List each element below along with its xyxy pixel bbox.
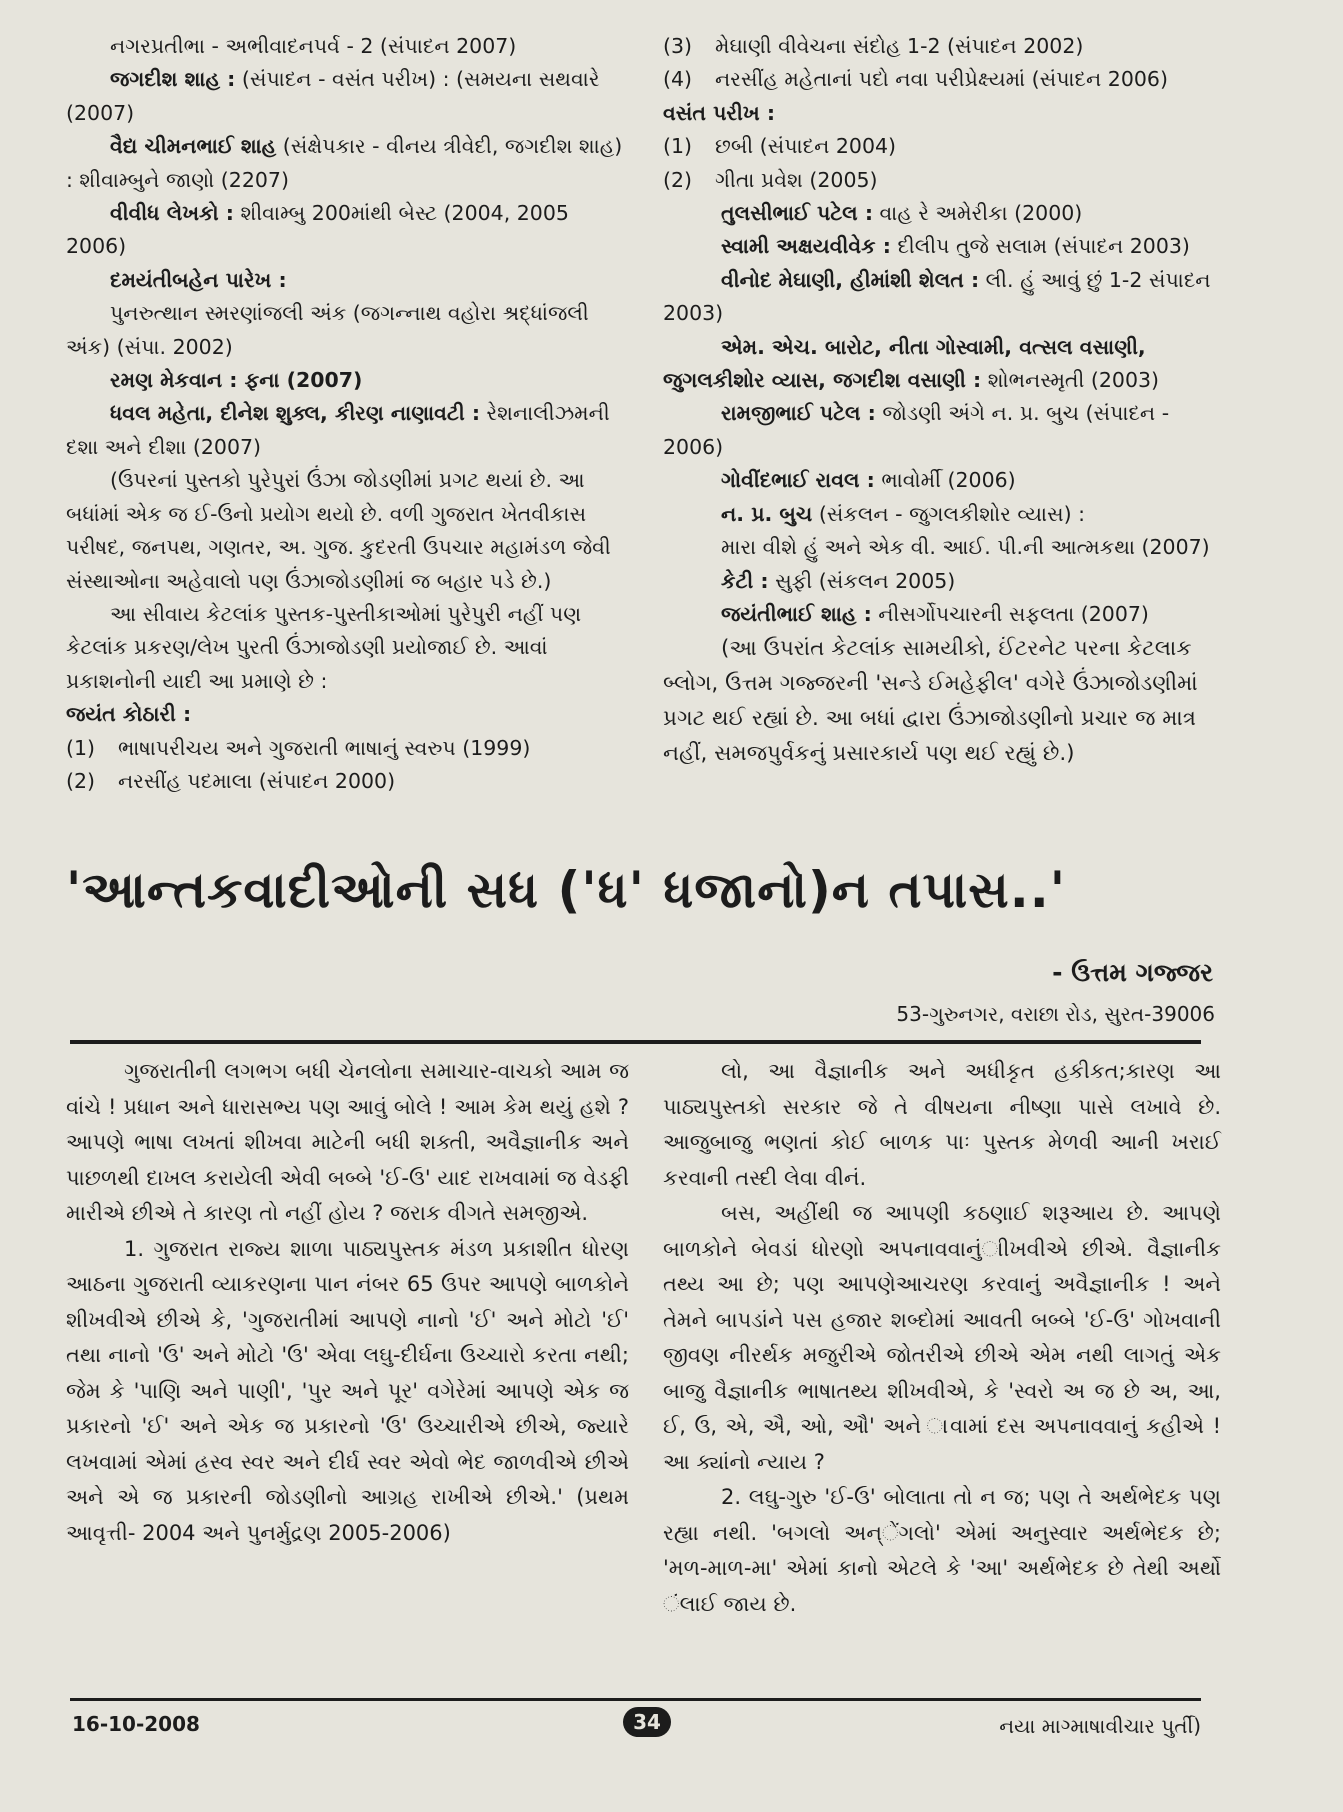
footer-divider	[70, 1698, 1201, 1701]
right-top-column	[663, 30, 1221, 771]
list-item: (2) ગીતા પ્રવેશ (2005)	[663, 167, 878, 192]
left-top-column	[66, 30, 629, 798]
article-paragraph: બસ, અહીંથી જ આપણી કઠણાઈ શરૂઆય છે. આપણે બાળકોને બેવડાં ધોરણો અપનાવવાનુંાીખવીએ છીએ. વૈજ્ઞાનીક તથ્ય આ છે; પણ આપણેઆચરણ કરવાનું અવૈજ્ઞાનીક ! અને તેમને બાપડાંને પસ હજાર શબ્દોમાં આવતી બબ્બે 'ઈ-ઉ' ગોખવાની જીવણ નીરર્થક મજુરીએ જોતરીએ છીએ એમ નથી લાગતું એક બાજુ વૈજ્ઞાનીક ભાષાતથ્ય શીખવીએ, કે 'સ્વરો અ જ છે અ, આ, ઈ, ઉ, એ, ઐ, ઓ, ઔ' અને ાવામાં દસ અપનાવવાનું કહીએ ! આ ક્યાંનો ન્યાય ?	[663, 1201, 1221, 1474]
list-item: (3) મેઘાણી વીવેચના સંદોહ 1-2 (સંપાદન 2002)	[663, 34, 1084, 58]
right-bottom-column	[663, 1054, 1221, 1622]
intro-paragraph: આ સીવાય કેટલાંક પુસ્તક-પુસ્તીકાઓમાં પુરેપુરી નહીં પણ કેટલાંક પ્રકરણ/લેખ પુરતી ઉંઝાજોડણી પ્રયોજાઈ છે. આવાં પ્રકાશનોની યાદી આ પ્રમાણે છે :	[66, 601, 582, 693]
article-paragraph: 1. ગુજરાત રાજ્ય શાળા પાઠ્યપુસ્તક મંડળ પ્રકાશીત ધોરણ આઠના ગુજરાતી વ્યાકરણના પાન નંબર 65 ઉપર આપણે બાળકોને શીખવીએ છીએ કે, 'ગુજરાતીમાં આપણે નાનો 'ઈ' અને મોટો 'ઈ' તથા નાનો 'ઉ' અને મોટો 'ઉ' એવા લઘુ-દીર્ઘના ઉચ્ચારો કરતા નથી; જેમ કે 'પાણિ અને પાણી', 'પુર અને પૂર' વગેરેમાં આપણે એક જ પ્રકારનો 'ઈ' અને એક જ પ્રકારનો 'ઉ' ઉચ્ચારીએ છીએ, જ્યારે લખવામાં એમાં હ્રસ્વ સ્વર અને દીર્ઘ સ્વર એવો ભેદ જાળવીએ છીએ અને એ જ પ્રકારની જોડણીનો આગ્રહ રાખીએ છીએ.' (પ્રથમ આવૃત્તી- 2004 અને પુનર્મુદ્રણ 2005-2006)	[66, 1236, 629, 1545]
entry-text: રેશનાલીઝમની દશા અને દીશા (2007)	[66, 401, 610, 459]
entry-author: વૈદ્ય ચીમનભાઈ શાહ	[110, 134, 277, 159]
article-author: - ઉત્તમ ગજ્જર	[1052, 958, 1213, 987]
entry-govind: ગોવીંદભાઈ રાવલ : ભાવોર્મી (2006)	[721, 468, 1016, 493]
entry-atmakatha: મારા વીશે હું અને એક વી. આઈ. પી.ની આત્મકથા (2007)	[721, 535, 1210, 560]
list-item: (1) ભાષાપરીચય અને ગુજરાતી ભાષાનું સ્વરુપ (1999)	[66, 735, 531, 760]
article-paragraph: લો, આ વૈજ્ઞાનીક અને અધીકૃત હકીકત;કારણ આ પાઠ્યપુસ્તકો સરકાર જે તે વીષયના નીષ્ણા પાસે લખાવે છે. આજુબાજુ ભણતાં કોઈ બાળક પાઃ પુસ્તક મેળવી આની ખરાઈ કરવાની તસ્દી લેવા વીનં.	[663, 1059, 1221, 1190]
list-item: (2) નરસીંહ પદમાલા (સંપાદન 2000)	[66, 768, 396, 793]
page-number: 34	[623, 1707, 671, 1737]
left-bottom-column	[66, 1054, 629, 1551]
entry-keti: કેટી : સુફી (સંકલન 2005)	[721, 568, 956, 593]
supplement-name: નયા માગ્માષાવીચાર પુર્તી)	[999, 1714, 1201, 1738]
entry-author: વીવીધ લેખકો :	[110, 201, 234, 226]
entry-tulsi: તુલસીભાઈ પટેલ : વાહ રે અમેરીકા (2000)	[721, 201, 1083, 226]
issue-date: 16-10-2008	[72, 1712, 200, 1736]
entry-jayanti: જયંતીભાઈ શાહ : નીસર્ગોપચારની સફલતા (2007)	[721, 601, 1149, 626]
note-paragraph: (આ ઉપરાંત કેટલાંક સામયીકો, ઈંટરનેટ પરના કેટલાક બ્લોગ, ઉત્તમ ગજ્જરની 'સન્ડે ઈમહેફીલ' વગેરે ઉંઝાજોડણીમાં પ્રગટ થઈ રહ્યાં છે. આ બધાં દ્વારા ઉંઝાજોડણીનો પ્રચાર જ માત્ર નહીં, સમજપુર્વકનું પ્રસારકાર્ય પણ થઈ રહ્યું છે.)	[663, 636, 1198, 767]
entry-nagarpratibha: નગરપ્રતીભા - અભીવાદનપર્વ - 2 (સંપાદન 2007)	[110, 34, 517, 58]
entry-text: (સંક્ષેપકાર - વીનય ત્રીવેદી, જગદીશ શાહ) : શીવામ્બુને જાણો (2207)	[66, 134, 623, 192]
entry-vividh	[66, 197, 629, 264]
entry-damayanti: દમયંતીબહેન પારેખ :	[110, 267, 287, 292]
entry-buch: ન. પ્ર. બુચ (સંકલન - જુગલકીશોર વ્યાસ) :	[721, 501, 1086, 526]
header-divider	[70, 1040, 1201, 1044]
entry-vasant: વસંત પરીખ :	[663, 100, 776, 125]
entry-vaidya	[66, 130, 629, 197]
author-address: 53-ગુરુનગર, વરાછા રોડ, સુરત-39006	[896, 1002, 1215, 1026]
entry-text: (સંપાદન - વસંત પરીખ) : (સમયના સથવારે (2007)	[66, 67, 600, 125]
list-item: (1) છબી (સંપાદન 2004)	[663, 134, 897, 159]
note-paragraph: (ઉપરનાં પુસ્તકો પુરેપુરાં ઉંઝા જોડણીમાં પ્રગટ થયાં છે. આ બધાંમાં એક જ ઈ-ઉનો પ્રયોગ થયો છે. વળી ગુજરાત ખેતવીકાસ પરીષદ, જનપથ, ગણતર, અ. ગુજ. કુદરતી ઉપચાર મહામંડળ જેવી સંસ્થાઓના અહેવાલો પણ ઉંઝાજોડણીમાં જ બહાર પડે છે.)	[66, 468, 611, 593]
list-item: (4) નરસીંહ મહેતાનાં પદો નવા પરીપ્રેક્ષ્યમાં (સંપાદન 2006)	[663, 67, 1168, 92]
entry-punarutthan: પુનરુત્થાન સ્મરણાંજલી અંક (જગન્નાથ વહોરા શ્રદ્ધાંજલી અંક) (સંપા. 2002)	[66, 301, 589, 359]
entry-jayant: જયંત કોઠારી :	[66, 702, 192, 727]
entry-raman: રમણ મેકવાન : ફના (2007)	[110, 368, 363, 393]
entry-jagdish-shah	[66, 63, 629, 130]
entry-author: જગદીશ શાહ :	[110, 67, 236, 92]
entry-swami: સ્વામી અક્ષયવીવેક : દીલીપ તુજે સલામ (સંપાદન 2003)	[721, 234, 1190, 259]
entry-ramjibhai: રામજીભાઈ પટેલ : જોડણી અંગે ન. પ્ર. બુચ (સંપાદન - 2006)	[663, 401, 1170, 459]
article-paragraph: ગુજરાતીની લગભગ બધી ચેનલોના સમાચાર-વાચકો આમ જ વાંચે ! પ્રધાન અને ધારાસભ્ય પણ આવું બોલે ! આમ કેમ થયું હશે ? આપણે ભાષા લખતાં શીખવા માટેની બધી શક્તી, અવૈજ્ઞાનીક અને પાછળથી દાખલ કરાયેલી એવી બબ્બે 'ઈ-ઉ' યાદ રાખવામાં જ વેડફી મારીએ છીએ તે કારણ તો નહીં હોય ? જરાક વીગતે સમજીએ.	[66, 1059, 629, 1225]
article-paragraph: 2. લઘુ-ગુરુ 'ઈ-ઉ' બોલાતા તો ન જ; પણ તે અર્થભેદક પણ રહ્યા નથી. 'બગલો અન્ેંગલો' એમાં અનુસ્વાર અર્થભેદક છે; 'મળ-માળ-મા' એમાં કાનો એટલે કે 'આ' અર્થભેદક છે તેથી અર્થો ંલાઈ જાય છે.	[663, 1485, 1221, 1616]
article-title: 'આન્તકવાદીઓની સધ ('ધ' ધજાનો)ન તપાસ..'	[66, 861, 1067, 919]
entry-text: શીવામ્બુ 200માંથી બેસ્ટ (2004, 2005 2006)	[66, 201, 569, 259]
entry-barot: એમ. એચ. બારોટ, નીતા ગોસ્વામી, વત્સલ વસાણી, જુગલકીશોર વ્યાસ, જગદીશ વસાણી : શોભનસ્મૃતી (2003)	[663, 334, 1160, 393]
entry-dhaval	[66, 397, 629, 464]
entry-author: ધવલ મહેતા, દીનેશ શુક્લ, કીરણ નાણાવટી :	[110, 401, 481, 426]
entry-vinod: વીનોદ મેઘાણી, હીમાંશી શેલત : લી. હું આવું છું 1-2 સંપાદન 2003)	[663, 267, 1211, 326]
